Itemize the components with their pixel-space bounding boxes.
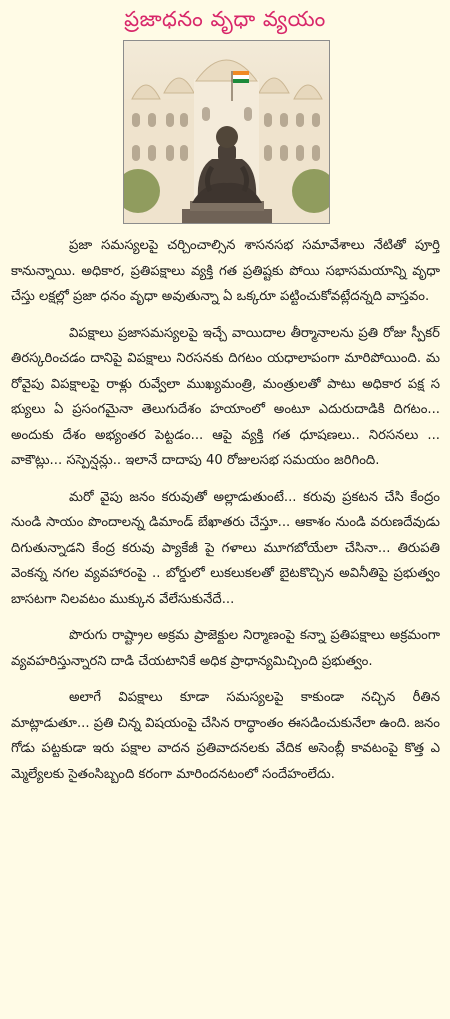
article-paragraph: అలాగే విపక్షాలు కూడా సమస్యలపై కాకుండా నచ్చిన రీతిన మాట్లాడుతూ... ప్రతి చిన్న విషయంపై చేసిన రాద్ధాంతం ఈసడించుకునేలా ఉంది. జనం గోడు పట్టకుడా ఇరు పక్షాల వాదన ప్రతివాదనలకు వేదిక అసెంబ్లీ కావటంపై కొత్త ఎమ్మెల్యేలకు సైతంసిబ్బంది కరంగా మారిందనటంలో సందేహంలేదు. — [11, 690, 440, 782]
article-paragraph: పొరుగు రాష్ట్రాల అక్రమ ప్రాజెక్టుల నిర్మాణంపై కన్నా ప్రతిపక్షాలు అక్రమంగా వ్యవహరిస్తున్నారని దాడి చేయటానికే అధిక ప్రాధాన్యమిచ్చింది ప్రభుత్వం. — [11, 628, 440, 669]
article-paragraph: ప్రజా సమస్యలపై చర్చించాల్సిన శాసనసభ సమావేశాలు నేటితో పూర్తి కానున్నాయి. అధికార, ప్రతిపక్షాలు వ్యక్తి గత ప్రతిష్టకు పోయి సభాసమయాన్ని వృధా చేస్తు లక్షల్లో ప్రజా ధనం వృధా అవుతున్నా ఏ ఒక్కరూ పట్టించుకోవట్లేదన్నది వాస్తవం. — [11, 238, 440, 304]
article-paragraph: విపక్షాలు ప్రజాసమస్యలపై ఇచ్చే వాయిదాల తీర్మానాలను ప్రతి రోజు స్పీకర్ తిరస్కరించడం దానిపై విపక్షాలు నిరసనకు దిగటం యధాలాపంగా మారిపోయింది. మరోవైపు విపక్షాలపై రాళ్లు రువ్వేలా ముఖ్యమంత్రి, మంత్రులతో పాటు అధికార పక్ష సభ్యులు ఏ ప్రసంగమైనా తెలుగుదేశం హయాంలో అంటూ ఎదురుదాడికి దిగటం...అందుకు దేశం అభ్యంతర పెట్టడం... ఆపై వ్యక్తి గత ధూషణలు.. నిరసనలు ... వాకౌట్లు... సస్పెన్షన్లు.. ఇలానే దాదాపు 40 రోజులసభ సమయం జరిగింది. — [11, 325, 440, 468]
article-paragraph: మరో వైపు జనం కరువుతో అల్లాడుతుంటే... కరువు ప్రకటన చేసి కేంద్రం నుండి సాయం పొందాలన్న డిమాండ్ బేఖాతరు చేస్తూ... ఆకాశం నుండి వరుణదేవుడు దిగుతున్నాడని కేంద్ర కరువు ప్యాకేజీ పై గళాలు మూగబోయేలా చేసినా... తిరుపతి వెంకన్న నగల వ్యవహారంపై .. బోర్డులో లుకలుకలతో బైటకొచ్చిన అవినీతిపై ప్రభుత్వం బాసటగా నిలవటం ముక్కున వేలేసుకునేదే... — [11, 489, 440, 607]
article-photo — [123, 40, 330, 224]
article-title: ప్రజాధనం వృధా వ్యయం — [124, 7, 326, 31]
statue-building-illustration — [124, 41, 329, 223]
article-body — [0, 233, 450, 798]
